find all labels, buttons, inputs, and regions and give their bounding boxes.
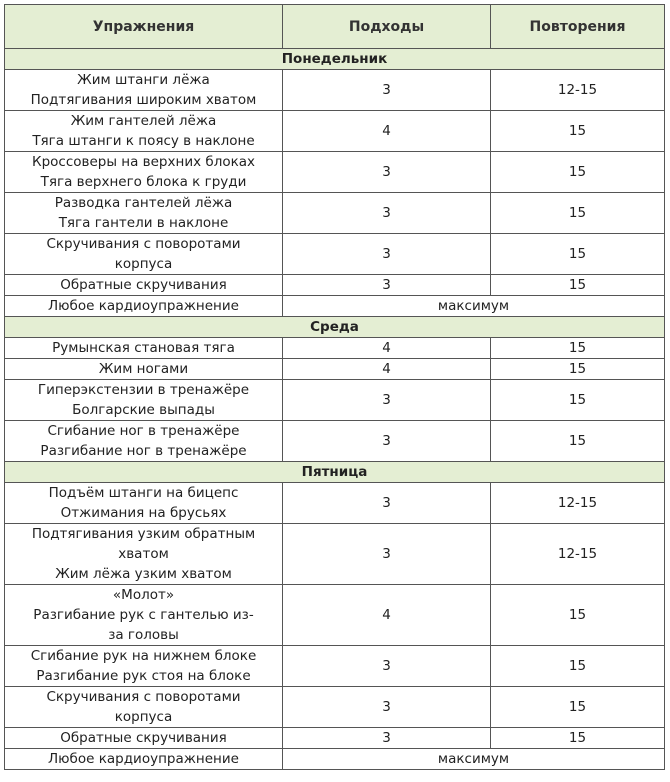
exercise-name: хватом: [118, 546, 169, 562]
exercise-name: корпуса: [114, 709, 173, 725]
exercise-cell: [5, 70, 283, 111]
header-reps: Повторения: [491, 5, 665, 49]
workout-table: [4, 4, 665, 770]
sets-cell: 3: [283, 728, 491, 749]
sets-cell: 3: [283, 646, 491, 687]
reps-cell: 15: [491, 646, 665, 687]
cardio-exercise: Любое кардиоупражнение: [5, 749, 283, 770]
exercise-name: Гиперэкстензии в тренажёре: [37, 382, 250, 398]
sets-cell: 3: [283, 380, 491, 421]
reps-cell: 15: [491, 275, 665, 296]
exercise-cell: [5, 585, 283, 646]
table-row: [5, 234, 665, 275]
exercise-name: Жим гантелей лёжа: [70, 113, 217, 129]
sets-cell: 3: [283, 70, 491, 111]
table-header: [5, 5, 665, 49]
reps-cell: 15: [491, 421, 665, 462]
table-body: [5, 49, 665, 770]
sets-cell: 3: [283, 483, 491, 524]
exercise-cell: [5, 421, 283, 462]
day-name: Среда: [5, 317, 665, 338]
reps-cell: 15: [491, 152, 665, 193]
table-row: [5, 585, 665, 646]
exercise-cell: [5, 338, 283, 359]
table-row: [5, 70, 665, 111]
sets-cell: 4: [283, 111, 491, 152]
reps-cell: 15: [491, 193, 665, 234]
day-row: [5, 317, 665, 338]
exercise-name: Подъём штанги на бицепс: [48, 485, 239, 501]
cardio-value: максимум: [283, 296, 665, 317]
reps-cell: 15: [491, 585, 665, 646]
day-row: [5, 49, 665, 70]
exercise-name: Разгибание рук стоя на блоке: [36, 668, 251, 684]
sets-cell: 4: [283, 585, 491, 646]
exercise-name: Жим ногами: [98, 361, 189, 377]
exercise-cell: [5, 275, 283, 296]
header-exercises: Упражнения: [5, 5, 283, 49]
cardio-row: [5, 296, 665, 317]
exercise-cell: [5, 483, 283, 524]
table-row: [5, 728, 665, 749]
exercise-name: за головы: [108, 627, 179, 643]
exercise-cell: [5, 524, 283, 585]
table-row: [5, 111, 665, 152]
reps-cell: 15: [491, 234, 665, 275]
exercise-name: Подтягивания узким обратным: [31, 526, 256, 542]
exercise-cell: [5, 687, 283, 728]
table-row: [5, 275, 665, 296]
exercise-name: Сгибание ног в тренажёре: [47, 423, 240, 439]
table-row: [5, 338, 665, 359]
exercise-name: Румынская становая тяга: [52, 340, 235, 356]
exercise-cell: [5, 646, 283, 687]
day-name: Понедельник: [5, 49, 665, 70]
cardio-exercise: Любое кардиоупражнение: [5, 296, 283, 317]
exercise-name: Болгарские выпады: [72, 402, 215, 418]
exercise-name: Тяга гантели в наклоне: [58, 215, 229, 231]
table-row: [5, 646, 665, 687]
reps-cell: 12-15: [491, 524, 665, 585]
exercise-cell: [5, 728, 283, 749]
exercise-name: Обратные скручивания: [60, 730, 227, 746]
sets-cell: 3: [283, 421, 491, 462]
exercise-name: Тяга штанги к поясу в наклоне: [32, 133, 255, 149]
exercise-name: Разгибание ног в тренажёре: [40, 443, 247, 459]
sets-cell: 3: [283, 193, 491, 234]
exercise-name: корпуса: [114, 256, 173, 272]
table-row: [5, 380, 665, 421]
exercise-name: Тяга верхнего блока к груди: [40, 174, 247, 190]
sets-cell: 4: [283, 359, 491, 380]
table-row: [5, 193, 665, 234]
reps-cell: 15: [491, 359, 665, 380]
exercise-cell: [5, 380, 283, 421]
exercise-name: Кроссоверы на верхних блоках: [31, 154, 256, 170]
sets-cell: 3: [283, 524, 491, 585]
reps-cell: 15: [491, 338, 665, 359]
exercise-name: «Молот»: [112, 587, 175, 603]
exercise-name: Скручивания с поворотами: [46, 689, 241, 705]
table-row: [5, 421, 665, 462]
exercise-name: Разгибание рук с гантелью из-: [33, 607, 254, 623]
table-row: [5, 359, 665, 380]
cardio-value: максимум: [283, 749, 665, 770]
sets-cell: 3: [283, 234, 491, 275]
day-row: [5, 462, 665, 483]
exercise-name: Жим лёжа узким хватом: [55, 566, 232, 582]
header-sets: Подходы: [283, 5, 491, 49]
exercise-name: Обратные скручивания: [60, 277, 227, 293]
exercise-name: Отжимания на брусьях: [60, 505, 227, 521]
sets-cell: 3: [283, 152, 491, 193]
reps-cell: 15: [491, 728, 665, 749]
sets-cell: 3: [283, 275, 491, 296]
exercise-name: Жим штанги лёжа: [77, 72, 210, 88]
sets-cell: 3: [283, 687, 491, 728]
reps-cell: 15: [491, 111, 665, 152]
table-row: [5, 687, 665, 728]
reps-cell: 15: [491, 687, 665, 728]
reps-cell: 15: [491, 380, 665, 421]
exercise-cell: [5, 359, 283, 380]
day-name: Пятница: [5, 462, 665, 483]
table-row: [5, 483, 665, 524]
reps-cell: 12-15: [491, 483, 665, 524]
sets-cell: 4: [283, 338, 491, 359]
exercise-cell: [5, 234, 283, 275]
exercise-name: Разводка гантелей лёжа: [54, 195, 233, 211]
exercise-cell: [5, 193, 283, 234]
exercise-name: Сгибание рук на нижнем блоке: [30, 648, 257, 664]
exercise-name: Подтягивания широким хватом: [30, 92, 257, 108]
table-row: [5, 152, 665, 193]
cardio-row: [5, 749, 665, 770]
exercise-cell: [5, 152, 283, 193]
table-row: [5, 524, 665, 585]
exercise-name: Скручивания с поворотами: [46, 236, 241, 252]
exercise-cell: [5, 111, 283, 152]
reps-cell: 12-15: [491, 70, 665, 111]
